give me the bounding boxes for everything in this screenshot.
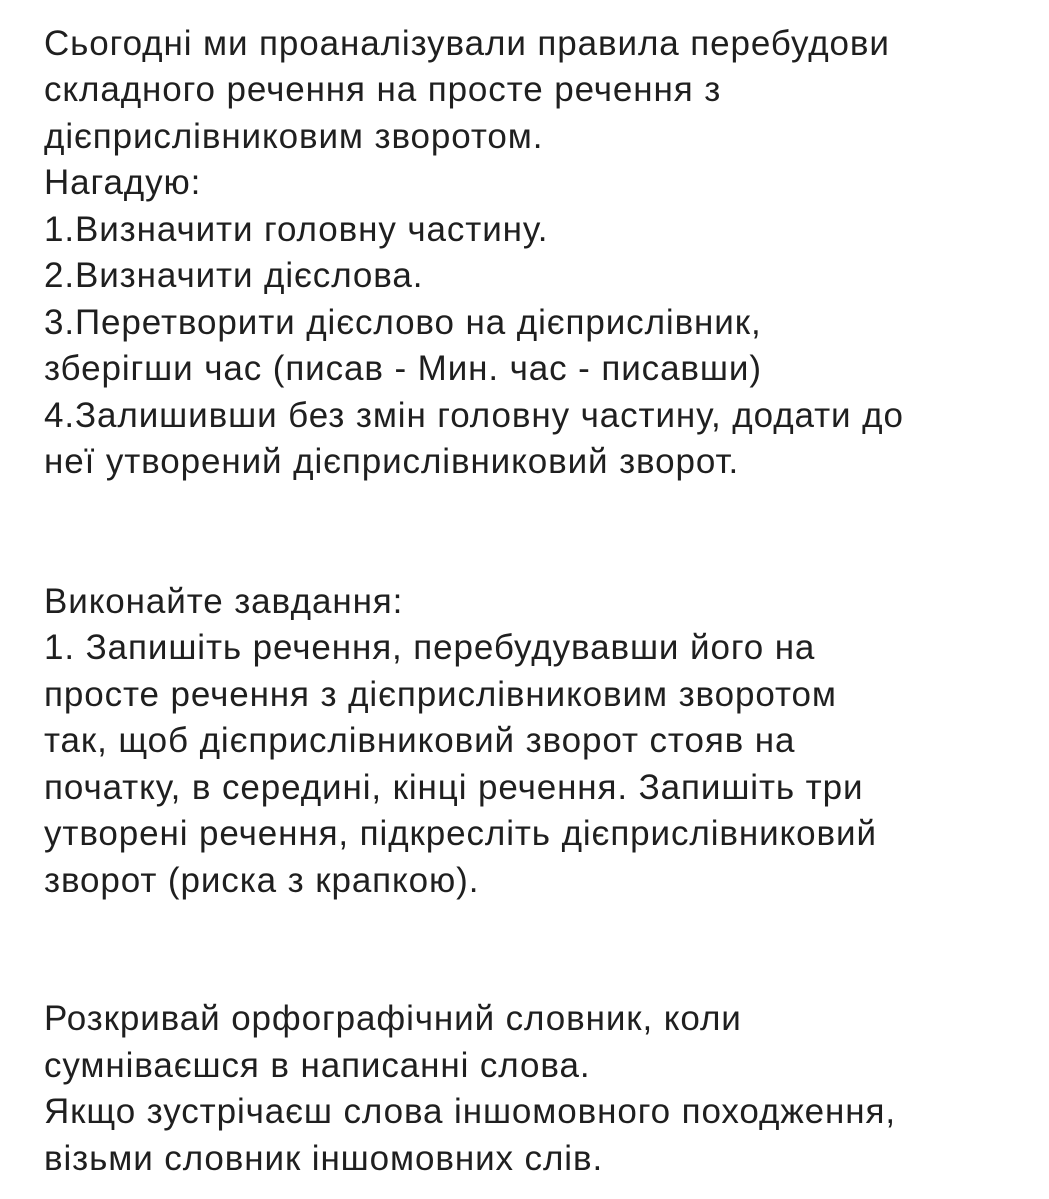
reminder-heading: Нагадую: (44, 163, 202, 202)
task-line-2: просте речення з дієприслівниковим зворотом (44, 674, 837, 714)
advice-line-1: Розкривай орфографічний словник, коли (44, 999, 742, 1038)
step-line-4: зберігши час (писав - Мин. час - писавши) (44, 349, 762, 388)
task-line-5: утворені речення, підкресліть дієприслівниковий (44, 814, 877, 853)
advice-line-4: візьми словник іншомовних слів. (44, 1138, 604, 1178)
step-line-2: 2.Визначити дієслова. (44, 256, 424, 295)
message-text (44, 0, 1034, 1182)
intro-line-3: дієприслівниковим зворотом. (44, 116, 544, 156)
task-line-4: початку, в середині, кінці речення. Запишіть три (44, 767, 864, 807)
step-line-5: 4.Залишивши без змін головну частину, додати до (44, 395, 904, 435)
task-line-3: так, щоб дієприслівниковий зворот стояв на (44, 721, 796, 760)
intro-line-2: складного речення на просте речення з (44, 70, 722, 109)
advice-line-2: сумніваєшся в написанні слова. (44, 1045, 591, 1085)
task-line-1: 1. Запишіть речення, перебудувавши його на (44, 628, 816, 667)
intro-line-1: Сьогодні ми проаналізували правила перебудови (44, 23, 890, 63)
step-line-3: 3.Перетворити дієслово на дієприслівник, (44, 302, 762, 342)
cut-off-greeting (44, 0, 1034, 2)
task-heading: Виконайте завдання: (44, 581, 404, 621)
advice-line-3: Якщо зустрічаєш слова іншомовного походження, (44, 1092, 896, 1131)
blank-gap (44, 486, 1034, 579)
blank-gap (44, 904, 1034, 996)
step-line-1: 1.Визначити головну частину. (44, 209, 549, 249)
step-line-6: неї утворений дієприслівниковий зворот. (44, 442, 740, 481)
task-line-6: зворот (риска з крапкою). (44, 860, 480, 900)
